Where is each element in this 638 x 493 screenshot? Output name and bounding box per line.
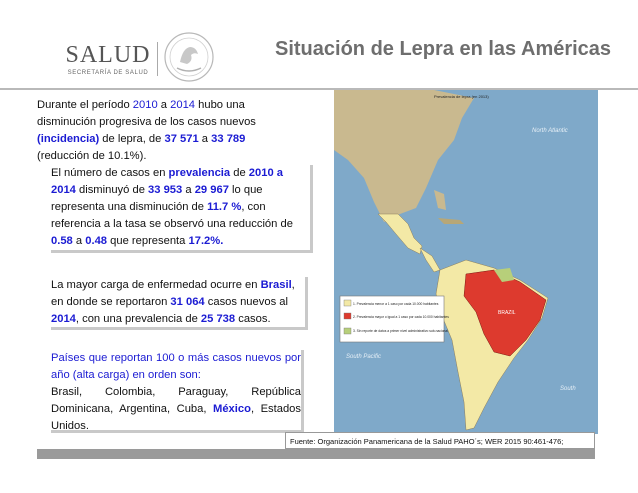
- source-citation: Fuente: Organización Panamericana de la Salud PAHO´s; WER 2015 90:461-476;: [285, 432, 595, 449]
- legend-item-2: 2. Prevalencia mayor o igual a 1 caso por cada 10.000 habitantes: [353, 315, 449, 319]
- page-title: Situación de Lepra en las Américas: [275, 38, 612, 60]
- map-title: Prevalencia de lepra (en 2013): [434, 94, 489, 99]
- prevalence-paragraph: El número de casos en prevalencia de 2010 a 2014 disminuyó de 33 953 a 29 967 lo que representa una disminución de 11.7 %, con referencia a la tasa se observó una reducción de 0.58 a 0.48 que representa 17.2%.: [51, 165, 313, 253]
- footer-bar: [37, 449, 595, 459]
- ocean-label-north-atlantic: North Atlantic: [532, 128, 568, 134]
- country-label-brazil: BRAZIL: [498, 310, 516, 316]
- legend-item-1: 1. Prevalencia menor a 1 caso por cada 10.000 habitantes: [353, 302, 439, 306]
- mexico-seal-icon: [163, 30, 215, 84]
- ocean-label-south: South: [560, 386, 576, 392]
- logo-subtitle: SECRETARÍA DE SALUD: [67, 70, 149, 76]
- salud-logo: [58, 42, 158, 76]
- brazil-paragraph: La mayor carga de enfermedad ocurre en Brasil, en donde se reportaron 31 064 casos nuevos al 2014, con una prevalencia de 25 738 casos.: [51, 277, 308, 330]
- americas-leprosy-map: [334, 90, 598, 434]
- logo-separator: [157, 42, 158, 76]
- ocean-label-south-pacific: South Pacific: [346, 354, 382, 360]
- incidence-paragraph: Durante el período 2010 a 2014 hubo una disminución progresiva de los casos nuevos (incidencia) de lepra, de 37 571 a 33 789 (reducción de 10.1%).: [37, 99, 256, 162]
- map-graphic: [334, 90, 598, 434]
- high-burden-paragraph: Países que reportan 100 o más casos nuevos por año (alta carga) en orden son: Brasil, Colombia, Paraguay, República Dominicana, Argentina, Cuba, México, Estados Unidos.: [51, 350, 304, 433]
- legend-item-3: 3. Sin reporte de datos a primer nivel administrativo sub-nacional: [353, 329, 448, 333]
- logo-name: SALUD: [65, 42, 151, 68]
